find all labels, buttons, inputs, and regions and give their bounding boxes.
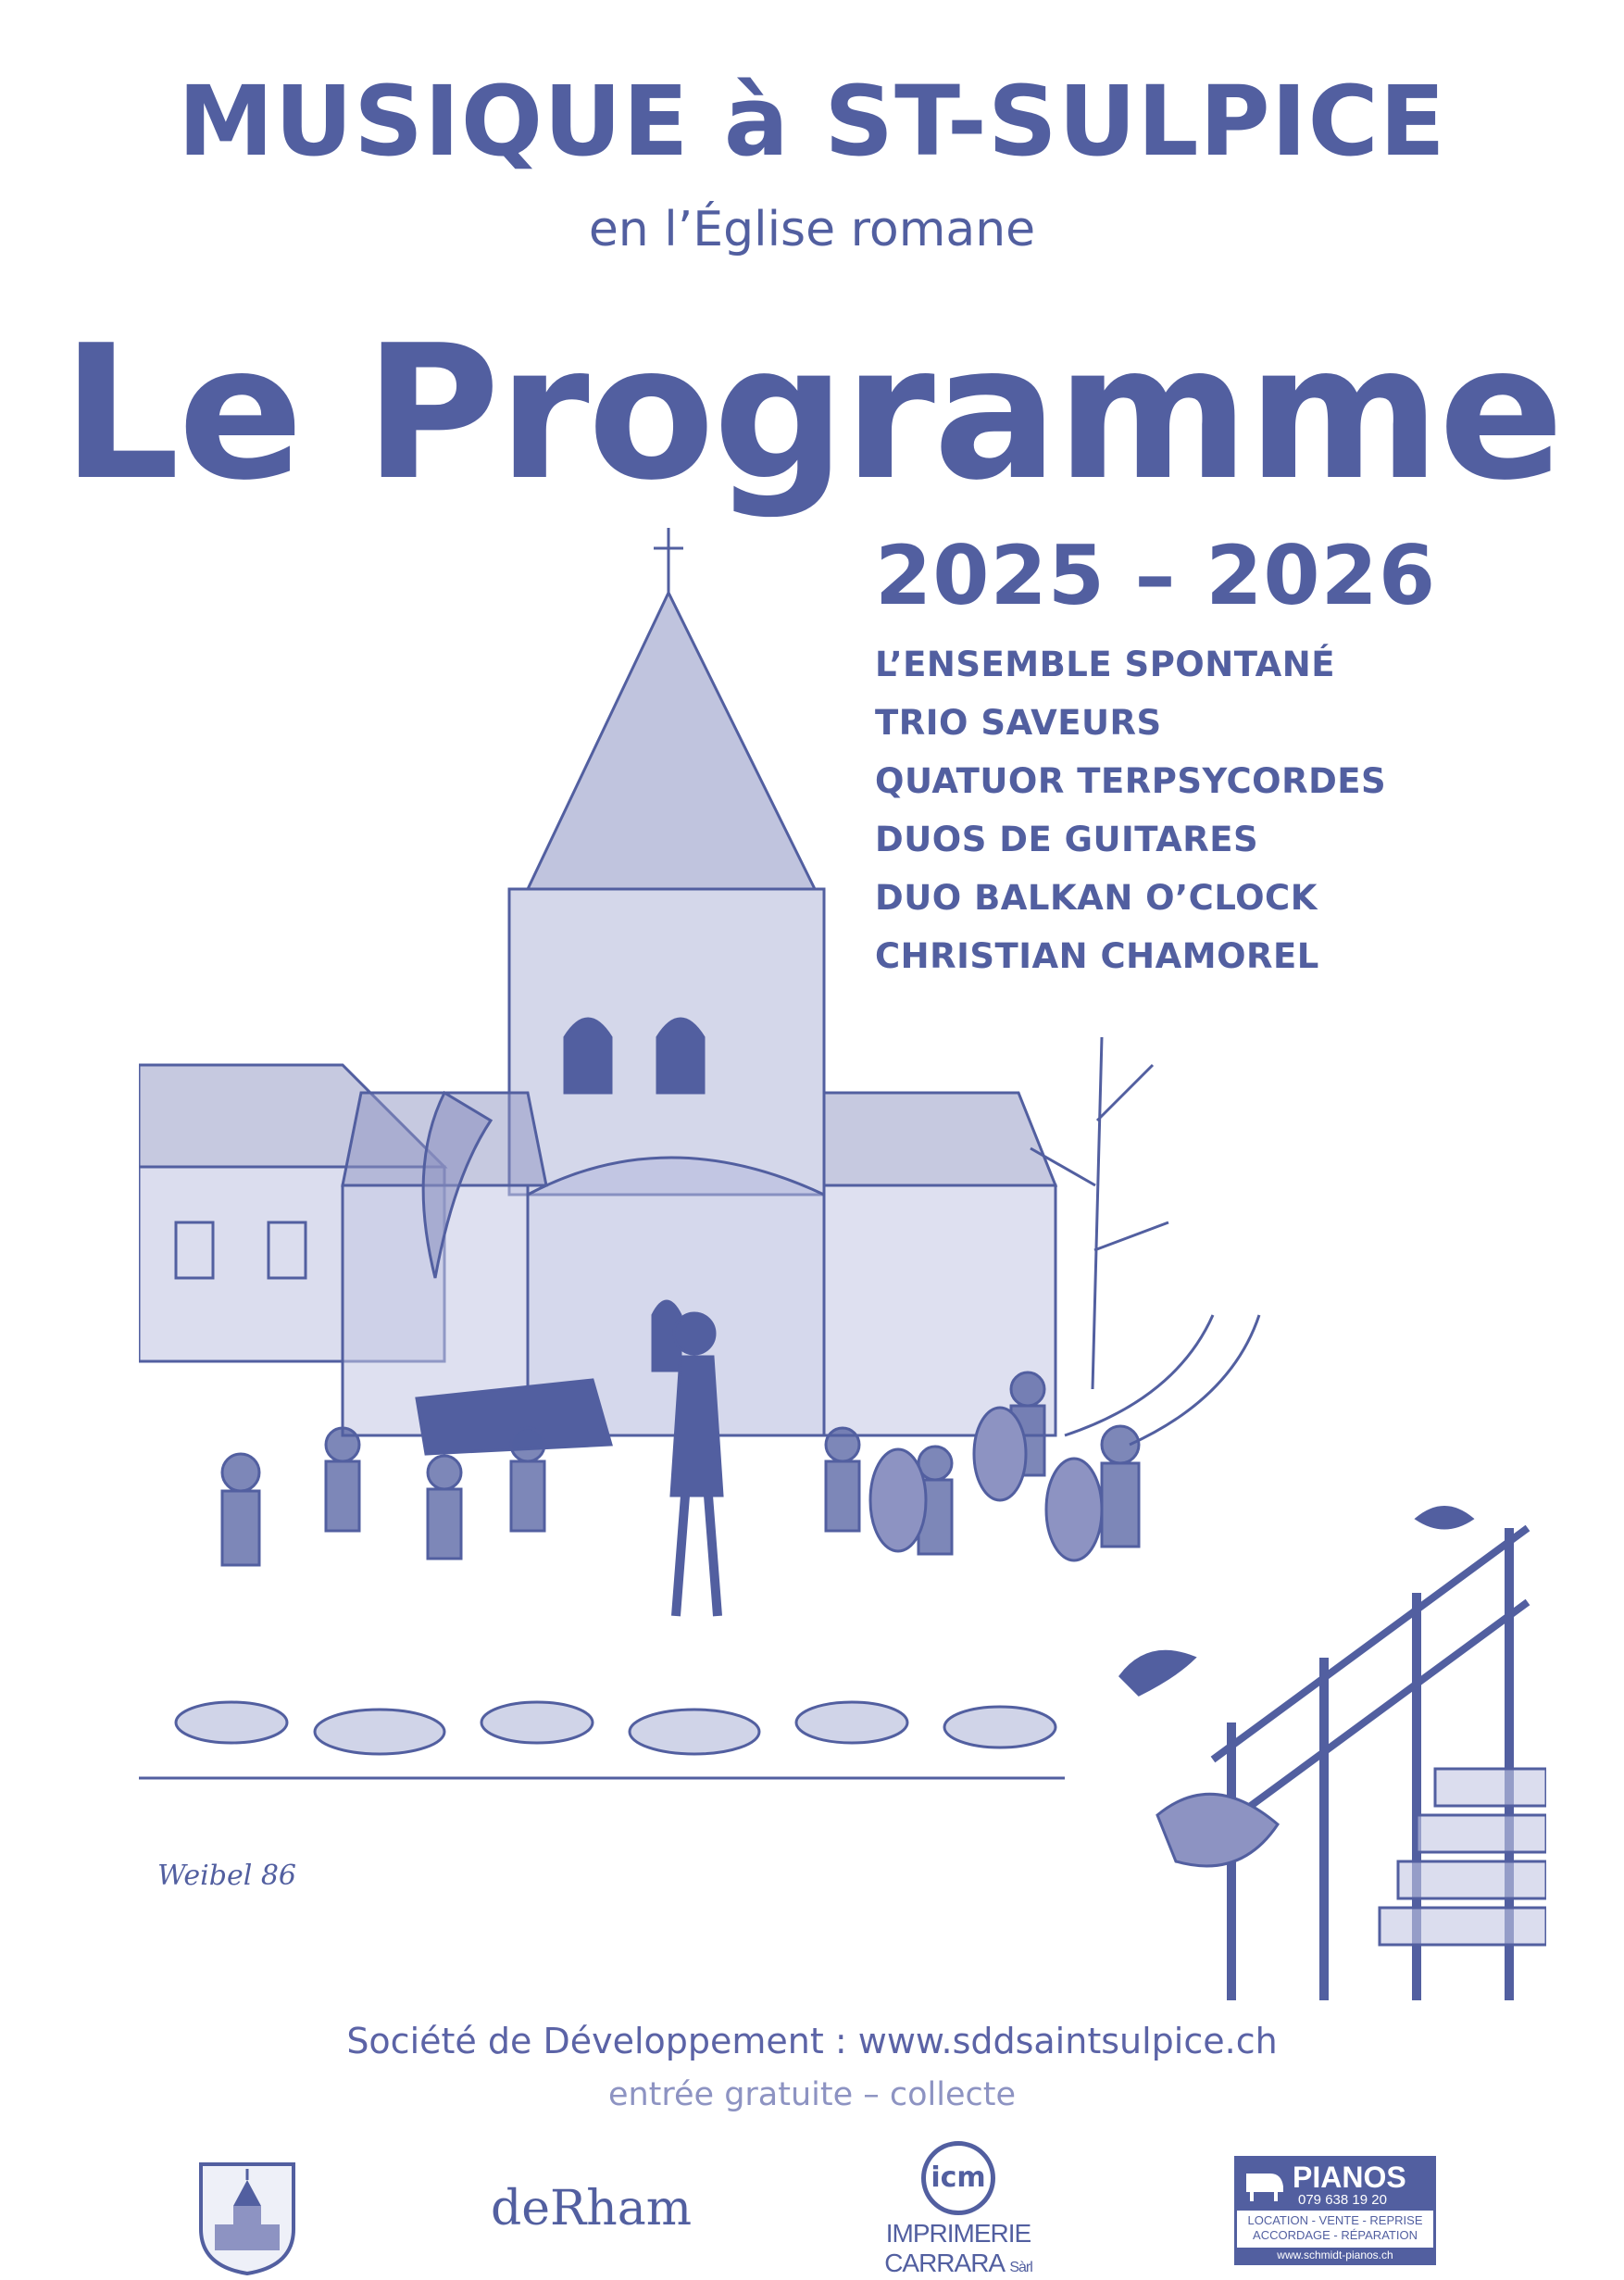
- carrara-line1: IMPRIMERIE: [885, 2219, 1031, 2248]
- pianos-services-2: ACCORDAGE - RÉPARATION: [1253, 2228, 1418, 2242]
- sdd-label: Société de Développement :: [346, 2021, 858, 2061]
- season-years: 2025 – 2026: [875, 528, 1437, 623]
- ensemble-list: [875, 635, 1386, 985]
- imprimerie-carrara-logo: [870, 2141, 1046, 2280]
- commune-crest-logo: [196, 2160, 298, 2276]
- poster-title: MUSIQUE à ST-SULPICE: [178, 65, 1446, 178]
- entry-note: entrée gratuite – collecte: [607, 2076, 1017, 2113]
- ensemble-item: TRIO SAVEURS: [875, 703, 1162, 743]
- ensemble-item: L’ENSEMBLE SPONTANÉ: [875, 645, 1335, 684]
- sdd-credit: [0, 2021, 1624, 2061]
- icm-icon: icm: [921, 2141, 995, 2215]
- pianos-website[interactable]: www.schmidt-pianos.ch: [1237, 2248, 1433, 2262]
- programme-heading: Le Programme: [61, 306, 1563, 521]
- ensemble-item: CHRISTIAN CHAMOREL: [875, 936, 1319, 976]
- ensemble-item: QUATUOR TERPSYCORDES: [875, 761, 1387, 801]
- ensemble-item: DUOS DE GUITARES: [875, 820, 1259, 859]
- pianos-name: PIANOS: [1293, 2161, 1406, 2194]
- pianos-services-1: LOCATION - VENTE - REPRISE: [1247, 2213, 1423, 2227]
- carrara-line2: CARRARA Sàrl: [884, 2249, 1032, 2277]
- ensemble-item: DUO BALKAN O’CLOCK: [875, 878, 1318, 918]
- schmidt-pianos-logo: [1234, 2156, 1436, 2265]
- pianos-phone: 079 638 19 20: [1298, 2192, 1387, 2208]
- artist-signature: Weibel 86: [157, 1860, 296, 1892]
- piano-icon: [1244, 2166, 1285, 2203]
- derham-logo: deRham: [491, 2181, 693, 2236]
- poster-subtitle: en l’Église romane: [588, 202, 1036, 257]
- sdd-website-link[interactable]: www.sddsaintsulpice.ch: [857, 2021, 1278, 2061]
